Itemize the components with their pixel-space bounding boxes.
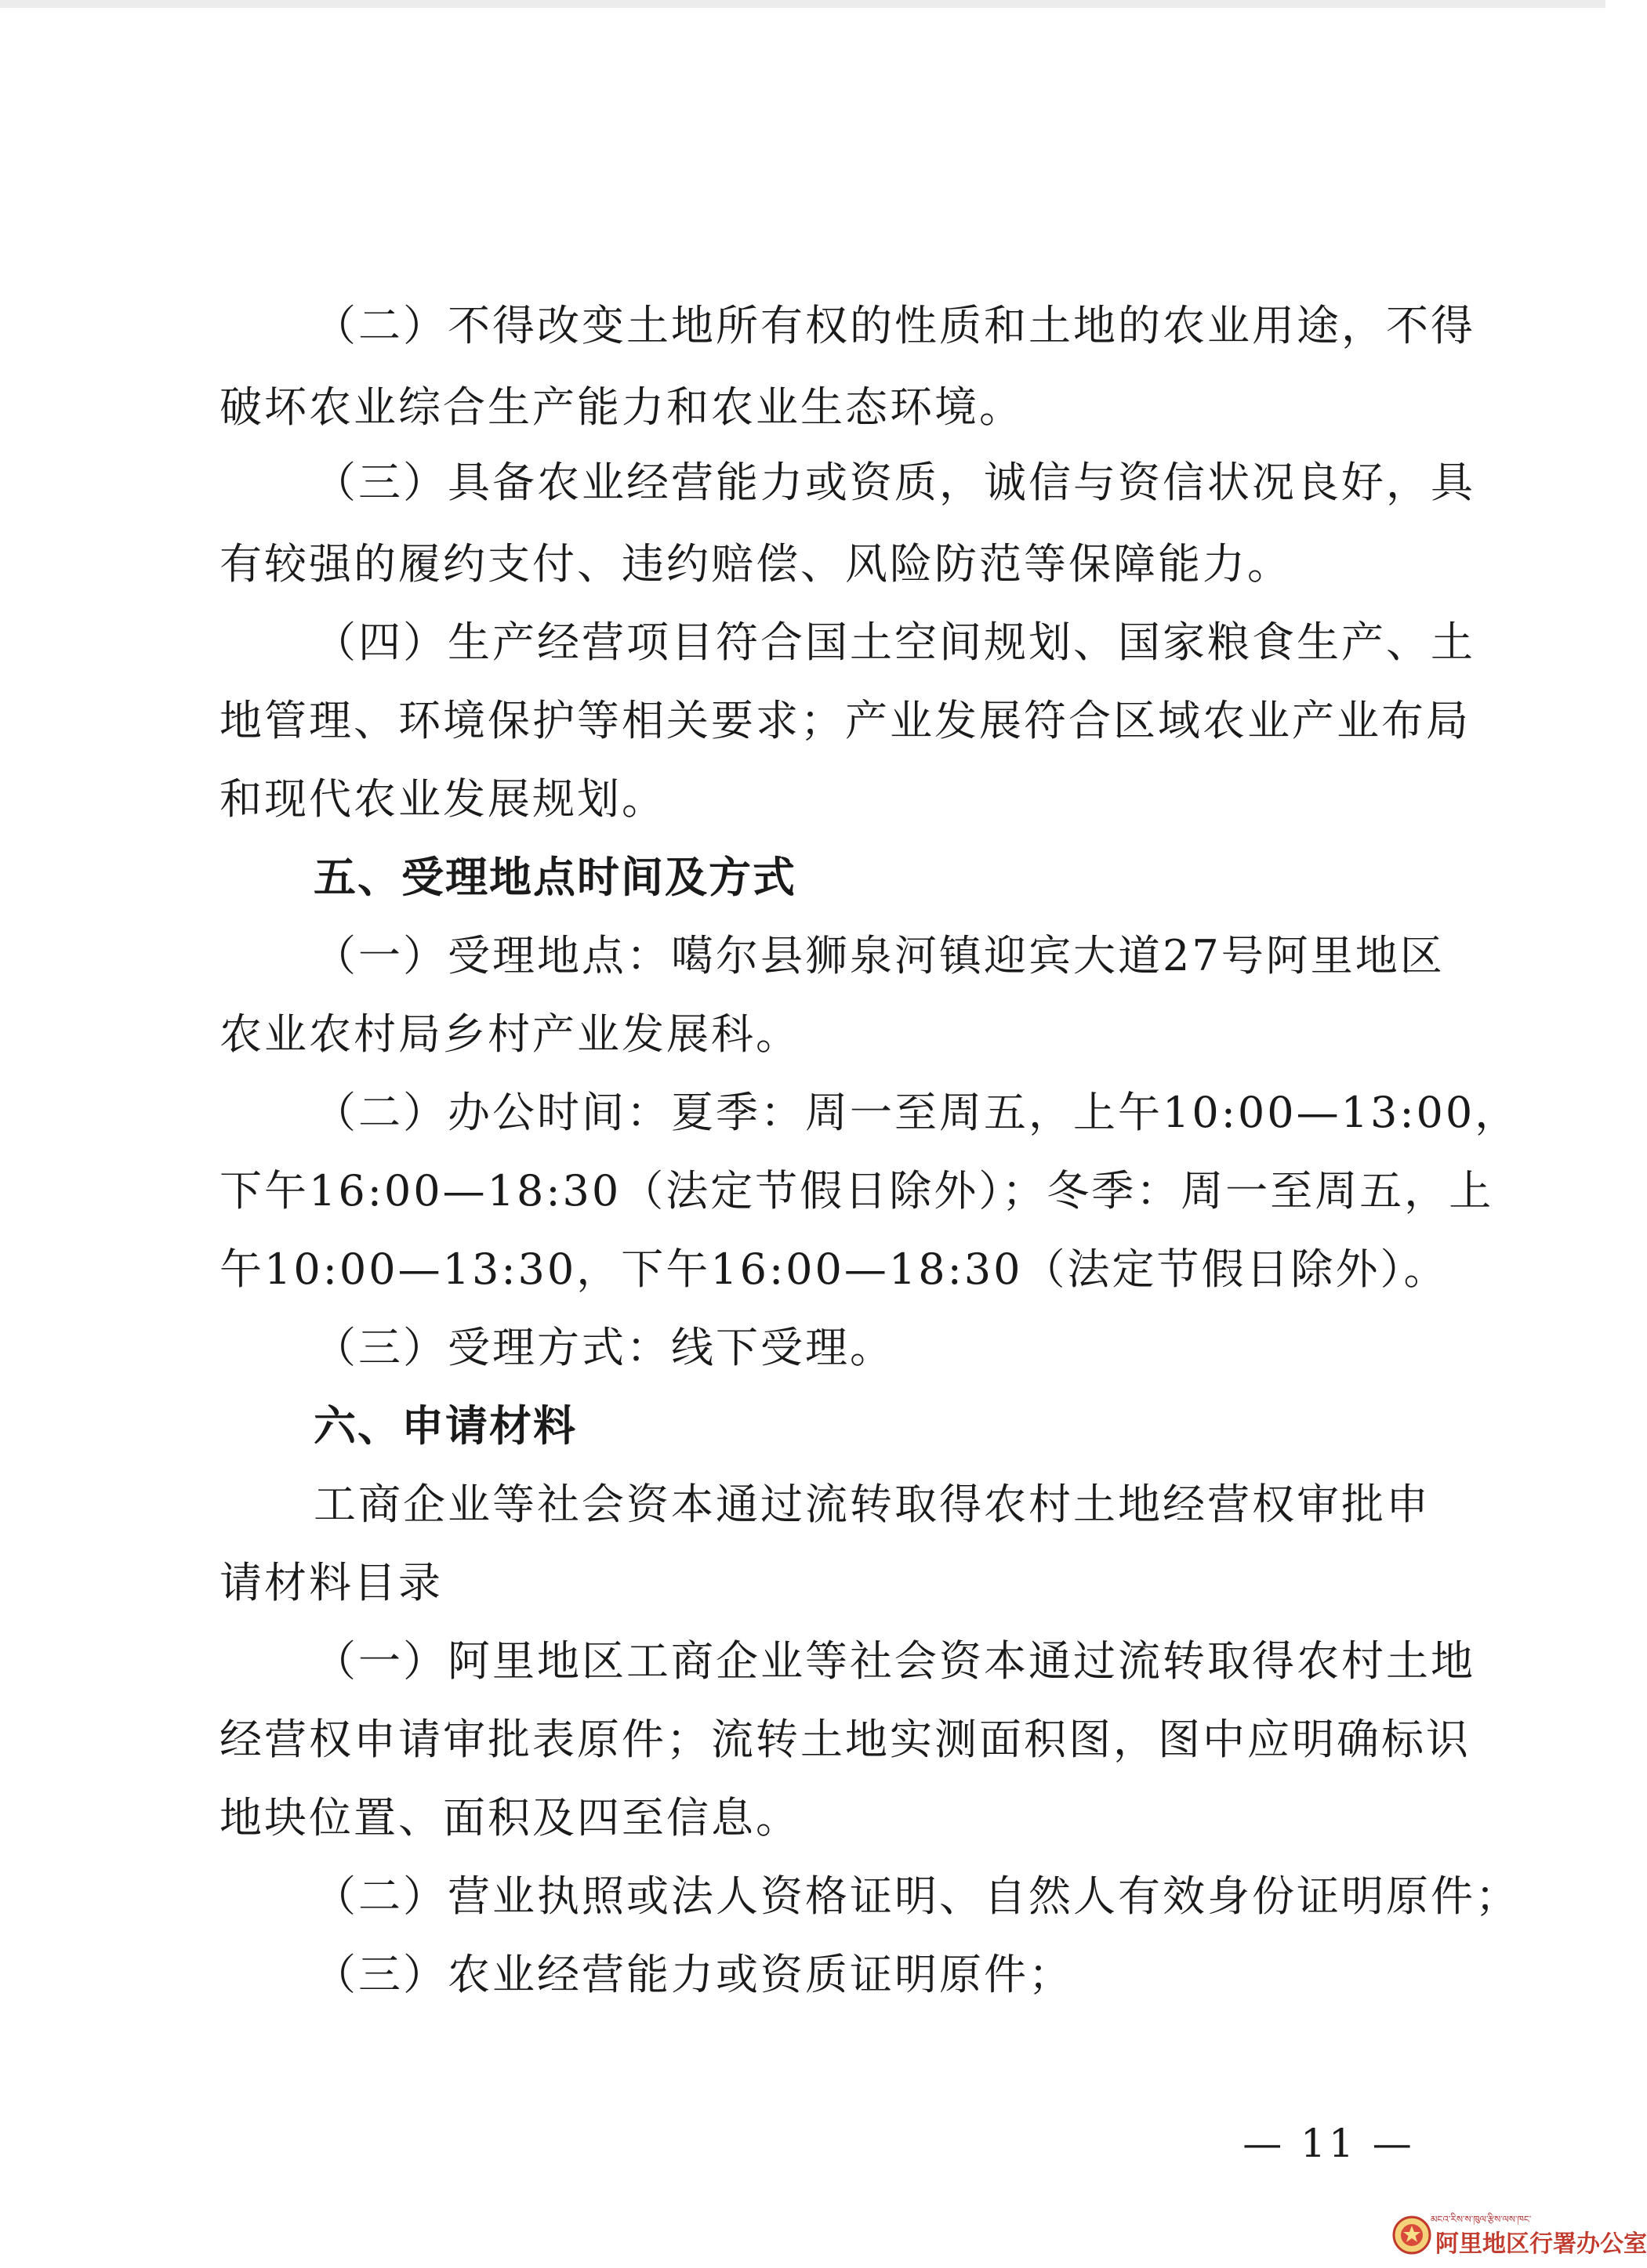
issuer-watermark bbox=[1391, 2208, 1647, 2268]
paragraph-line: 地管理、环境保护等相关要求；产业发展符合区域农业产业布局 bbox=[219, 696, 1471, 745]
paragraph-line: （二）不得改变土地所有权的性质和土地的农业用途，不得 bbox=[314, 301, 1475, 350]
paragraph-line: （一）受理地点：噶尔县狮泉河镇迎宾大道27号阿里地区 bbox=[314, 931, 1445, 980]
paragraph-line: （二）营业执照或法人资格证明、自然人有效身份证明原件； bbox=[314, 1871, 1520, 1921]
paragraph-line: （三）农业经营能力或资质证明原件； bbox=[314, 1950, 1073, 1999]
section-heading-5: 五、受理地点时间及方式 bbox=[314, 853, 796, 902]
paragraph-line: 农业农村局乡村产业发展科。 bbox=[219, 1009, 800, 1059]
paragraph-line: （三）具备农业经营能力或资质，诚信与资信状况良好，具 bbox=[314, 458, 1475, 507]
paragraph-line: （四）生产经营项目符合国土空间规划、国家粮食生产、土 bbox=[314, 618, 1475, 667]
paragraph-line: 经营权申请审批表原件；流转土地实测面积图，图中应明确标识 bbox=[219, 1715, 1471, 1764]
paragraph-line: 和现代农业发展规划。 bbox=[219, 774, 666, 824]
paragraph-line: （一）阿里地区工商企业等社会资本通过流转取得农村土地 bbox=[314, 1636, 1475, 1686]
paragraph-line: 工商企业等社会资本通过流转取得农村土地经营权审批申 bbox=[314, 1480, 1431, 1529]
office-name: 阿里地区行署办公室 bbox=[1435, 2230, 1647, 2258]
paragraph-line: （三）受理方式：线下受理。 bbox=[314, 1323, 894, 1372]
paragraph-line: 午10:00—13:30，下午16:00—18:30（法定节假日除外）。 bbox=[219, 1245, 1449, 1294]
paragraph-line: 下午16:00—18:30（法定节假日除外）；冬季：周一至周五，上 bbox=[219, 1166, 1494, 1216]
paragraph-line: 地块位置、面积及四至信息。 bbox=[219, 1793, 800, 1842]
paragraph-line: 请材料目录 bbox=[219, 1558, 443, 1607]
paragraph-line: （二）办公时间：夏季：周一至周五，上午10:00—13:00， bbox=[314, 1088, 1520, 1137]
tibetan-office-name: མངའ་རིས་ས་ཁུལ་རྩིས་ལས་ཁང་ bbox=[1431, 2214, 1532, 2225]
page-number: — 11 — bbox=[1243, 2121, 1415, 2166]
paragraph-line: 破坏农业综合生产能力和农业生态环境。 bbox=[219, 382, 1024, 432]
section-heading-6: 六、申请材料 bbox=[314, 1401, 577, 1451]
paragraph-line: 有较强的履约支付、违约赔偿、风险防范等保障能力。 bbox=[219, 539, 1292, 589]
emblem-seal-icon bbox=[1391, 2215, 1432, 2255]
